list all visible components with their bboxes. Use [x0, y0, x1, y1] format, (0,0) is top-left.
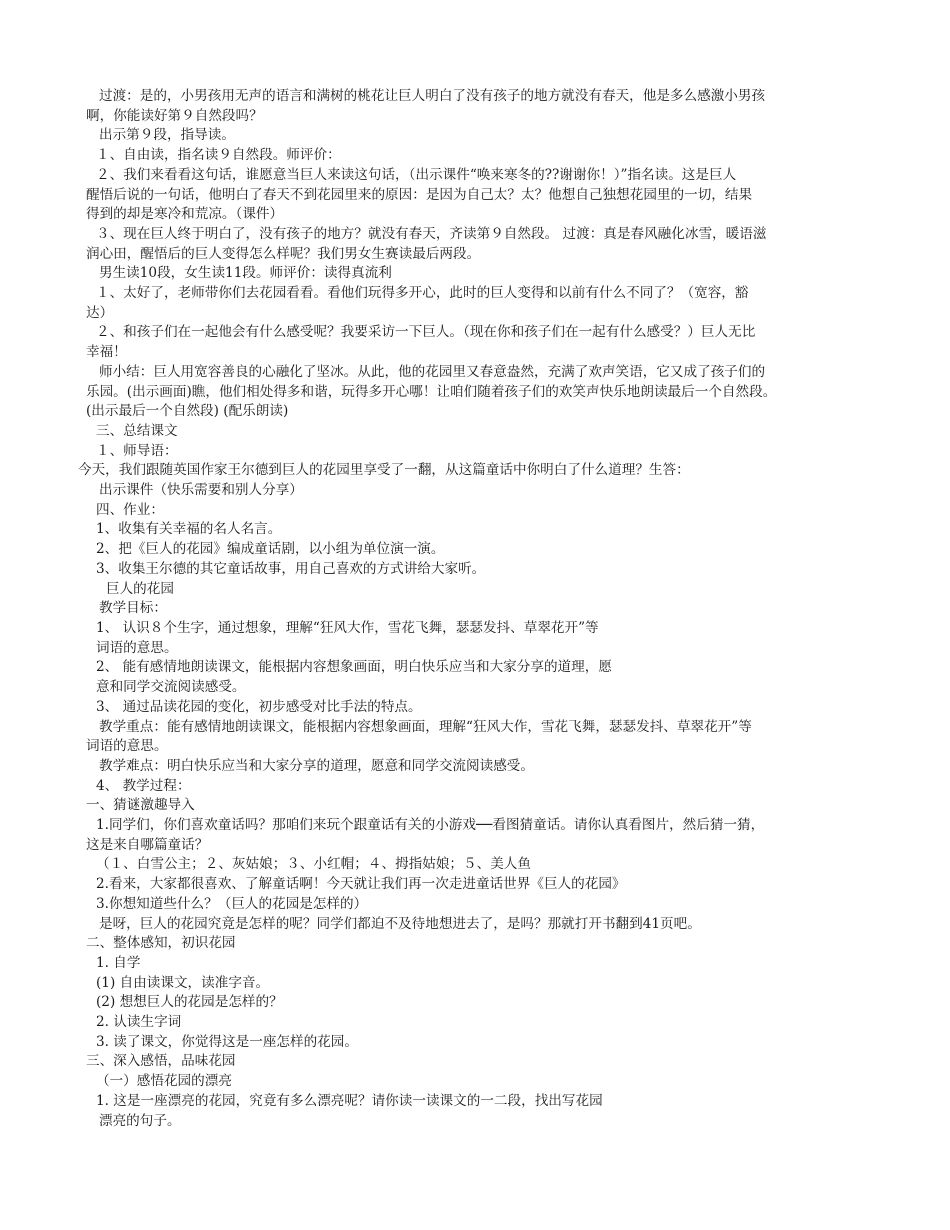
text-line: 2.看来，大家都很喜欢、了解童话啊！今天就让我们再一次走进童话世界《巨人的花园》	[96, 876, 626, 893]
text-line: 过渡：是的，小男孩用无声的语言和满树的桃花让巨人明白了没有孩子的地方就没有春天，他是多么感激小男孩	[99, 88, 766, 104]
text-line: （一）感悟花园的漂亮	[96, 1073, 232, 1090]
text-line: １、师导语：	[96, 442, 178, 459]
text-line: 男生读10段，女生读11段。师评价：读得真流利	[99, 265, 392, 282]
text-line: 3、收集王尔德的其它童话故事，用自己喜欢的方式讲给大家听。	[96, 560, 486, 577]
text-line: ３、现在巨人终于明白了，没有孩子的地方？就没有春天，齐读第９自然段。 过渡：真是春风融化冰雪，暖语滋	[96, 225, 767, 242]
text-line: 四、作业：	[96, 501, 164, 518]
text-line: 意和同学交流阅读感受。	[96, 679, 246, 696]
text-line: 3. 读了课文，你觉得这是一座怎样的花园。	[96, 1033, 358, 1050]
text-line: 三、深入感悟，品味花园	[86, 1053, 236, 1070]
text-line: 2、把《巨人的花园》编成童话剧，以小组为单位演一演。	[96, 541, 445, 558]
text-line: (1) 自由读课文，读准字音。	[96, 974, 270, 991]
text-line: 2、 能有感情地朗读课文，能根据内容想象画面，明白快乐应当和大家分享的道理，愿	[96, 659, 612, 676]
text-line: 1.同学们，你们喜欢童话吗？那咱们来玩个跟童话有关的小游戏──看图猜童话。请你认真看图片，然后猜一猜，	[96, 817, 765, 834]
text-line: 词语的意思。	[96, 639, 178, 656]
text-line: 达）	[86, 304, 114, 321]
text-line: 一、猜谜激趣导入	[86, 797, 195, 814]
text-line: 4、 教学过程：	[96, 777, 191, 794]
text-line: 1、收集有关幸福的名人名言。	[96, 521, 282, 538]
text-line: 3、 通过品读花园的变化，初步感受对比手法的特点。	[96, 698, 422, 715]
text-line: 啊，你能读好第９自然段吗？	[86, 107, 263, 124]
text-line: (2) 想想巨人的花园是怎样的？	[96, 994, 283, 1011]
text-line: 今天，我们跟随英国作家王尔德到巨人的花园里享受了一翻，从这篇童话中你明白了什么道理？生答：	[78, 462, 690, 479]
text-line: 3.你想知道些什么？（巨人的花园是怎样的）	[96, 895, 368, 912]
text-line: （１、白雪公主；２、灰姑娘；３、小红帽；４、拇指姑娘；５、美人鱼	[96, 856, 531, 873]
text-line: 漂亮的句子。	[99, 1112, 181, 1129]
text-line: 是呀，巨人的花园究竟是怎样的呢？同学们都迫不及待地想进去了，是吗？那就打开书翻到41页吧。	[99, 915, 701, 932]
text-line: ２、我们来看看这句话，谁愿意当巨人来读这句话，（出示课件“唤来寒冬的??谢谢你！）”指名读。这是巨人	[96, 166, 737, 183]
text-line: 乐园。(出示画面)瞧，他们相处得多和谐，玩得多开心哪！让咱们随着孩子们的欢笑声快乐地朗读最后一个自然段。	[86, 383, 777, 400]
text-line: 词语的意思。	[86, 738, 168, 755]
text-line: (出示最后一个自然段) (配乐朗读)	[86, 403, 289, 420]
text-line: 三、总结课文	[96, 422, 178, 439]
text-line: 巨人的花园	[106, 580, 174, 597]
text-line: 师小结：巨人用宽容善良的心融化了坚冰。从此，他的花园里又春意盎然，充满了欢声笑语，它又成了孩子们的	[99, 363, 766, 380]
text-line: 2. 认读生字词	[96, 1014, 182, 1031]
text-line: 1、 认识８个生字，通过想象，理解“狂风大作，雪花飞舞，瑟瑟发抖、草翠花开”等	[96, 619, 599, 636]
text-line: 幸福！	[86, 344, 127, 361]
text-line: 1. 自学	[96, 954, 141, 971]
document-body	[78, 87, 886, 1131]
text-line: 这是来自哪篇童话？	[86, 836, 209, 853]
text-line: 教学难点：明白快乐应当和大家分享的道理，愿意和同学交流阅读感受。	[99, 757, 534, 774]
text-line: 教学重点：能有感情地朗读课文，能根据内容想象画面，理解“狂风大作，雪花飞舞，瑟瑟发抖、草翠花开”等	[99, 718, 752, 735]
text-line: 润心田，醒悟后的巨人变得怎么样呢？我们男女生赛读最后两段。	[86, 245, 481, 262]
text-line: 出示课件（快乐需要和别人分享）	[99, 482, 303, 499]
text-line: 醒悟后说的一句话，他明白了春天不到花园里来的原因：是因为自己太？太？他想自己独想花园里的一切，结果	[86, 186, 753, 203]
text-line: １、自由读，指名读９自然段。师评价：	[96, 147, 341, 164]
text-line: 出示第９段，指导读。	[99, 127, 235, 144]
text-line: 得到的却是寒冷和荒凉。（课件）	[86, 206, 284, 223]
text-line: １、太好了，老师带你们去花园看看。看他们玩得多开心，此时的巨人变得和以前有什么不同了？（宽容，豁	[96, 285, 749, 302]
text-line: ２、和孩子们在一起他会有什么感受呢？我要采访一下巨人。（现在你和孩子们在一起有什么感受？）巨人无比	[96, 324, 756, 341]
text-line: 二、整体感知，初识花园	[86, 935, 236, 952]
text-line: 教学目标：	[99, 600, 167, 617]
text-line: 1. 这是一座漂亮的花园，究竟有多么漂亮呢？请你读一读课文的一二段，找出写花园	[96, 1092, 603, 1109]
